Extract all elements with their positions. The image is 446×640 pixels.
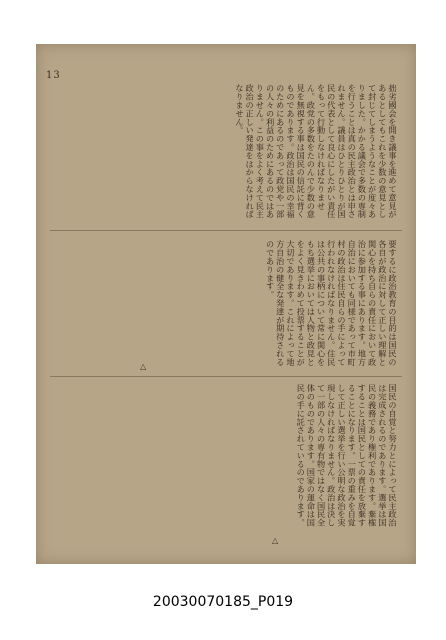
- text-block-middle: 要するに政治教育の目的は国民の各自が政治に対して正しい理解と関心を持ち自らの責任において政治に参加する事にあります。地方自治においても同様であって市町村の政治は住民自らの手によって行われなければなりません。住民は公共の事柄について常に関心をもち選挙においては人物と政見とをよく見きわめて投票することが大切であります。これによって地方自治の健全な発達が期待されるのであります。: [265, 240, 398, 366]
- document-page: [36, 44, 416, 564]
- section-divider: [50, 376, 402, 377]
- image-caption: 20030070185_P019: [152, 594, 294, 610]
- text-block-top: 拙劣國会を開き議事を進めて意見があるとしてもこれを少数の意見として封じてしまうようなことが度々ありました。かかる議会で多数の専制を行うことは真の民主政治とは申されません。議員はひとりひとりが国民の代表として良心にしたがい責任をもって行動しなければなりません。政党の多数をたのんで少数の意見を無視する事は国民の信託に背くものであります。政治は国民の幸福のためにあるのであって政党や一部の人々の利益のためにあるのではありません。この事をよく考えて民主政治の正しい発達をはからなければなりません。: [234, 84, 398, 219]
- section-mark: △: [272, 536, 279, 545]
- page-number: 13: [46, 70, 61, 81]
- text-block-bottom: 国民の自覚と努力とによって民主政治は完成されるのであります。選挙は国民の義務であり権利であります。棄権することは国民としての責任を放棄することになります。一票の重みを自覚して正しい選挙を行い公明な政治を実現しなければなりません。政治は決して一部の人々の専有物ではなく国民全体のものであります。国家の運命は国民の手に託されているのであります。: [296, 384, 398, 527]
- section-mark: △: [140, 362, 147, 371]
- section-divider: [50, 230, 402, 231]
